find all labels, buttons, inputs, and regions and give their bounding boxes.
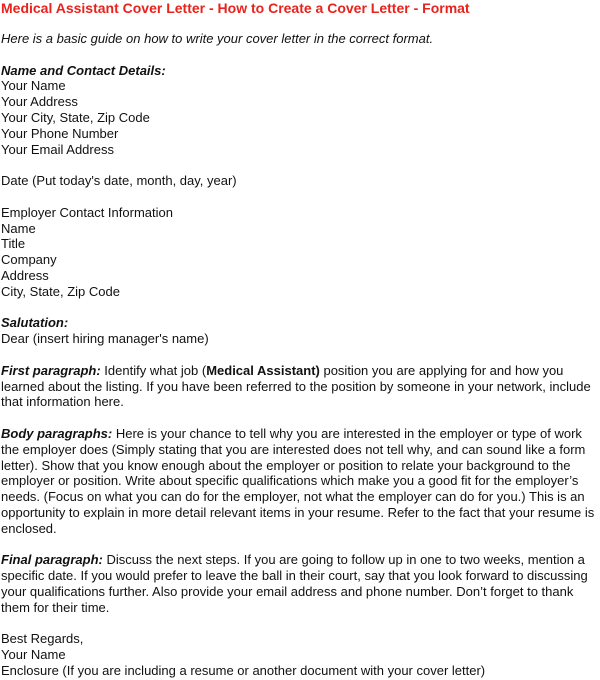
employer-section bbox=[1, 205, 600, 300]
intro-text: Here is a basic guide on how to write your cover letter in the correct format. bbox=[1, 31, 434, 46]
contact-line: Your City, State, Zip Code bbox=[1, 109, 150, 125]
first-paragraph-text-before: Identify what job ( bbox=[100, 362, 207, 378]
body-paragraphs-section bbox=[1, 426, 599, 537]
closing-line: Best Regards, bbox=[1, 631, 84, 647]
first-paragraph-heading: First paragraph: bbox=[1, 362, 101, 378]
employer-line: Employer Contact Information bbox=[1, 204, 173, 220]
date-line: Date (Put today's date, month, day, year) bbox=[1, 173, 237, 189]
body-paragraphs-heading: Body paragraphs: bbox=[1, 425, 113, 441]
closing-section bbox=[1, 631, 600, 678]
salutation-section bbox=[1, 315, 600, 347]
employer-line: Company bbox=[1, 252, 57, 268]
final-paragraph-section bbox=[1, 552, 599, 615]
final-paragraph-text: Discuss the next steps. If you are going to follow up in one to two weeks, mention a specific date. If you would prefer to leave the ball in their court, say that you look forward to discussing your qualifications further. Also provide your email address and phone number. Don’t forget to thank them for their time. bbox=[1, 552, 588, 615]
contact-heading: Name and Contact Details: bbox=[1, 62, 166, 78]
contact-line: Your Address bbox=[1, 94, 78, 110]
final-paragraph-heading: Final paragraph: bbox=[1, 552, 103, 568]
contact-line: Your Name bbox=[1, 78, 66, 94]
salutation-heading: Salutation: bbox=[1, 315, 69, 331]
salutation-text: Dear (insert hiring manager's name) bbox=[1, 331, 209, 347]
employer-line: Address bbox=[1, 267, 49, 283]
page-title: Medical Assistant Cover Letter - How to Create a Cover Letter - Format bbox=[1, 0, 470, 16]
employer-line: Name bbox=[1, 220, 36, 236]
contact-line: Your Email Address bbox=[1, 141, 114, 157]
closing-line: Your Name bbox=[1, 647, 66, 663]
employer-line: Title bbox=[1, 236, 26, 252]
first-paragraph-section bbox=[1, 363, 599, 410]
employer-line: City, State, Zip Code bbox=[1, 283, 120, 299]
body-paragraphs-text: Here is your chance to tell why you are interested in the employer or type of work the employer does (Simply stating that you are interested does not tell why, and can sound like a form letter). Show that you know enough about the employer or position to relate your background to the employer or position. Write about specific qualifications which make you a good fit for the employer’s needs. (Focus on what you can do for the employer, not what the employer can do for you.) This is an opportunity to explain in more detail relevant items in your resume. Refer to the fact that your resume is enclosed. bbox=[1, 425, 595, 536]
contact-line: Your Phone Number bbox=[1, 125, 119, 141]
date-section bbox=[1, 173, 600, 189]
closing-line: Enclosure (If you are including a resume or another document with your cover letter) bbox=[1, 662, 486, 678]
contact-section bbox=[1, 63, 600, 158]
first-paragraph-text-after: position you are applying for and how you learned about the listing. If you have been referred to the position by someone in your network, include that information here. bbox=[1, 362, 591, 410]
first-paragraph-job: Medical Assistant) bbox=[206, 362, 320, 378]
